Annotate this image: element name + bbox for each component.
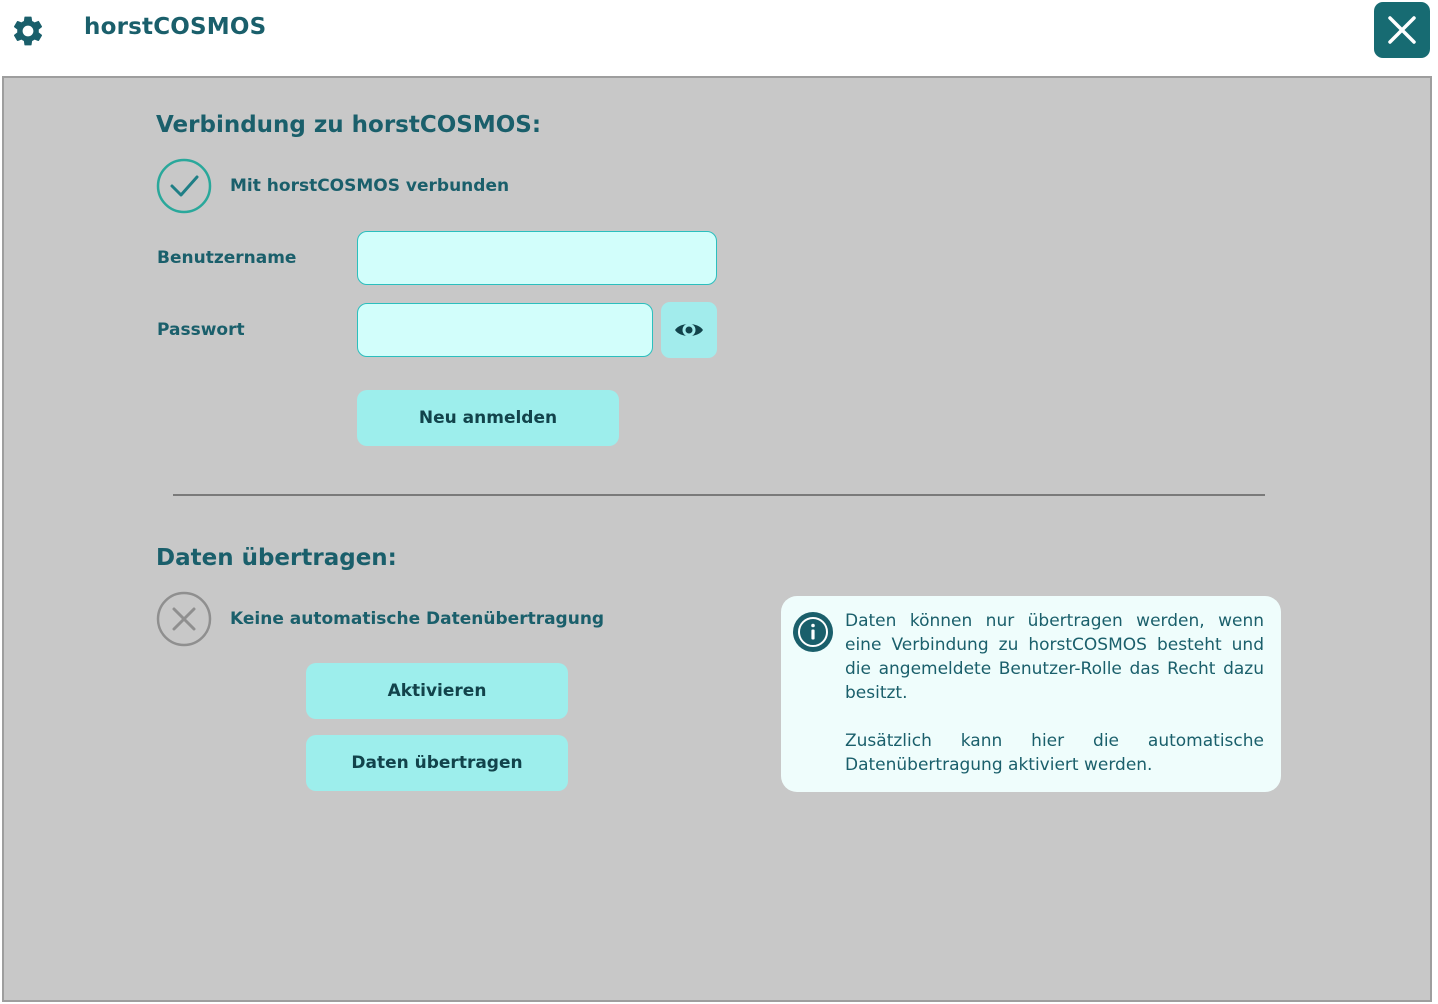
- show-password-button[interactable]: [661, 302, 717, 358]
- transfer-status-text: Keine automatische Datenübertragung: [230, 609, 605, 629]
- password-input[interactable]: [357, 303, 653, 357]
- transfer-data-button[interactable]: Daten übertragen: [306, 735, 568, 791]
- app-title: horstCOSMOS: [84, 14, 267, 40]
- connection-status-text: Mit horstCOSMOS verbunden: [230, 176, 510, 196]
- check-circle-icon: [156, 158, 212, 214]
- username-label: Benutzername: [157, 248, 297, 268]
- close-button[interactable]: [1374, 2, 1430, 58]
- info-box: [781, 596, 1281, 792]
- password-label: Passwort: [157, 320, 245, 340]
- username-input[interactable]: [357, 231, 717, 285]
- x-circle-icon: [156, 591, 212, 647]
- activate-button[interactable]: Aktivieren: [306, 663, 568, 719]
- login-button[interactable]: Neu anmelden: [357, 390, 619, 446]
- gear-icon[interactable]: [10, 13, 46, 49]
- info-text: [845, 609, 1264, 777]
- section-divider: [173, 494, 1265, 496]
- settings-panel: [2, 76, 1432, 1002]
- connection-heading: Verbindung zu horstCOSMOS:: [156, 112, 542, 138]
- info-paragraph-2: Zusätzlich kann hier die automatische Datenübertragung aktiviert werden.: [845, 731, 1264, 775]
- transfer-heading: Daten übertragen:: [156, 545, 397, 571]
- info-icon: [793, 612, 833, 652]
- eye-icon: [673, 314, 705, 346]
- close-icon: [1386, 14, 1418, 46]
- info-paragraph-1: Daten können nur übertragen werden, wenn eine Verbindung zu horstCOSMOS besteht und die angemeldete Benutzer-Rolle das Recht dazu besitzt.: [845, 611, 1264, 703]
- app-header: [0, 0, 1438, 76]
